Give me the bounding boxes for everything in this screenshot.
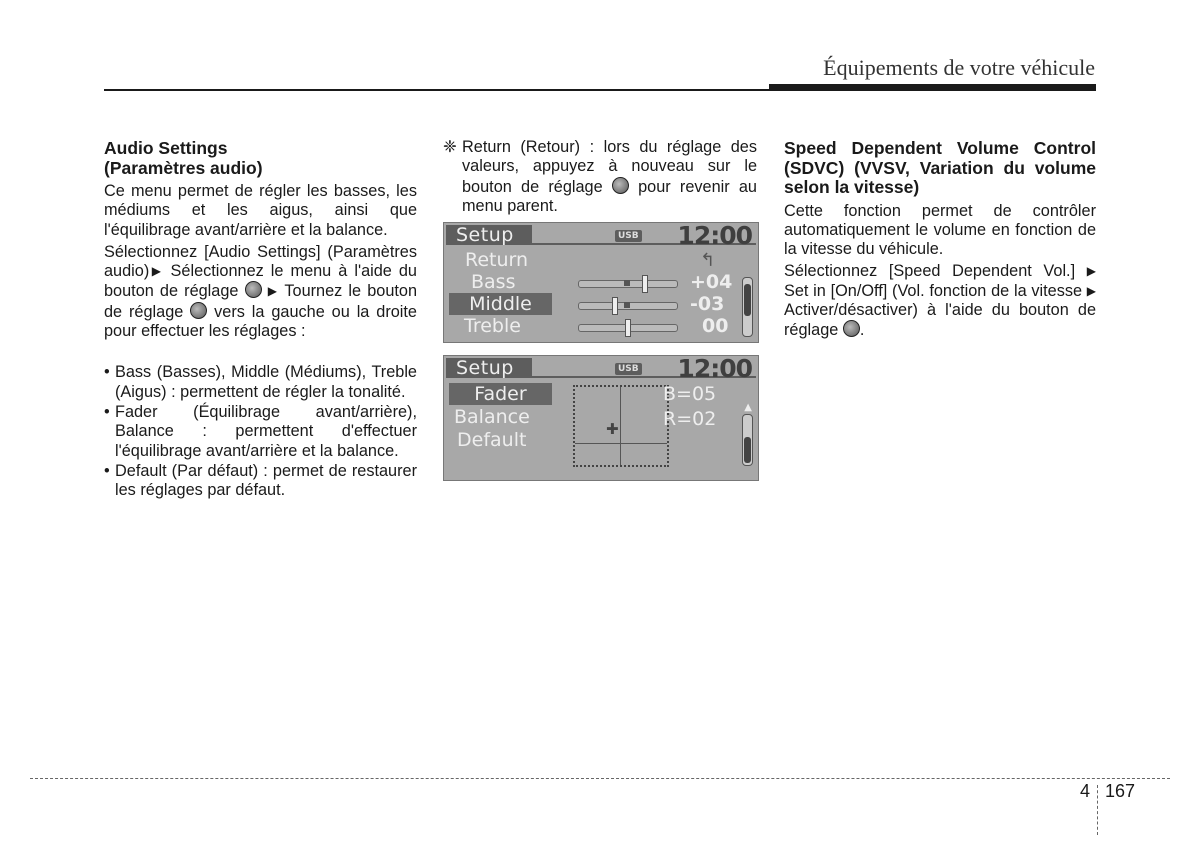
middle-value: -03 xyxy=(690,293,725,315)
header-rule-thick xyxy=(769,84,1096,91)
instr-part-c: Tournez le bouton de réglage xyxy=(104,282,418,321)
list-item: • Bass (Basses), Middle (Médiums), Treble (Aigus) : permettent de régler la tonalité. xyxy=(104,363,417,402)
audio-settings-heading xyxy=(104,139,417,178)
column-audio-settings xyxy=(104,139,417,501)
screen-clock: 12:00 xyxy=(677,221,752,250)
sdvc-part-b: Set in [On/Off] (Vol. fonction de la vitesse xyxy=(784,281,1087,300)
menu-item-return[interactable]: Return xyxy=(465,249,529,271)
sdvc-heading: Speed Dependent Volume Control (SDVC) (VVSV, Variation du volume selon la vitesse) xyxy=(784,138,1096,197)
slider-knob[interactable] xyxy=(642,275,648,293)
list-item: • Fader (Équilibrage avant/arrière), Balance : permettent d'effectuer l'équilibrage avant/arrière et la balance. xyxy=(104,403,417,461)
page-number-divider xyxy=(1097,785,1098,835)
screen-header xyxy=(444,221,758,250)
treble-slider[interactable] xyxy=(578,324,678,332)
triangle-icon: ▶ xyxy=(149,264,164,279)
column-sdvc xyxy=(784,139,1096,344)
bass-value: +04 xyxy=(690,271,733,293)
control-knob-icon xyxy=(612,177,629,194)
column-return-note xyxy=(443,138,757,216)
scrollbar[interactable] xyxy=(742,414,753,466)
note-mark-icon: ❈ xyxy=(443,138,457,156)
menu-item-middle[interactable]: Middle xyxy=(449,293,552,315)
scroll-up-icon[interactable]: ▲ xyxy=(744,402,752,413)
grid-vline xyxy=(620,387,621,465)
triangle-icon: ▶ xyxy=(1086,283,1096,298)
menu-item-bass[interactable]: Bass xyxy=(471,271,516,293)
instr-part-d: vers la gauche ou la droite pour effectuer les réglages : xyxy=(104,302,417,341)
page-number: 167 xyxy=(1105,781,1136,801)
middle-slider[interactable] xyxy=(578,302,678,310)
return-arrow-icon: ↰ xyxy=(700,250,716,271)
menu-item-default[interactable]: Default xyxy=(457,429,527,451)
treble-value: 00 xyxy=(702,315,729,337)
control-knob-icon xyxy=(245,281,262,298)
slider-center-mark xyxy=(624,280,630,286)
audio-settings-intro: Ce menu permet de régler les basses, les médiums et les aigus, ainsi que l'équilibrage avant/arrière et la balance. xyxy=(104,182,417,239)
audio-settings-list xyxy=(104,363,417,500)
slider-knob[interactable] xyxy=(612,297,618,315)
heading-line-2: (Paramètres audio) xyxy=(104,157,263,178)
note-part-b: pour revenir au menu parent. xyxy=(462,177,757,215)
menu-item-balance[interactable]: Balance xyxy=(454,406,530,428)
balance-position-marker: ✚ xyxy=(606,420,619,438)
grid-hline xyxy=(575,443,667,444)
header-rule-thin xyxy=(104,89,770,91)
list-item: • Default (Par défaut) : permet de restaurer les réglages par défaut. xyxy=(104,462,417,501)
audio-settings-instructions xyxy=(104,243,417,341)
footer-divider xyxy=(30,778,1170,779)
screen-clock: 12:00 xyxy=(677,354,752,383)
control-knob-icon xyxy=(843,320,860,337)
bass-slider[interactable] xyxy=(578,280,678,288)
scrollbar[interactable] xyxy=(742,277,753,337)
sdvc-intro: Cette fonction permet de contrôler automatiquement le volume en fonction de la vitesse du véhicule. xyxy=(784,201,1096,259)
fader-value: B=05 xyxy=(663,383,717,405)
triangle-icon: ▶ xyxy=(267,284,279,299)
page-header-title: Équipements de votre véhicule xyxy=(823,55,1095,80)
chapter-number: 4 xyxy=(1080,781,1091,801)
sdvc-part-d: . xyxy=(859,321,865,340)
usb-badge: USB xyxy=(615,363,642,375)
heading-line-1: Audio Settings xyxy=(104,138,228,158)
scrollbar-thumb[interactable] xyxy=(744,437,751,463)
balance-value: R=02 xyxy=(663,408,717,430)
slider-center-mark xyxy=(624,302,630,308)
audio-setup-screen-balance xyxy=(443,355,759,481)
menu-item-treble[interactable]: Treble xyxy=(464,315,521,337)
fader-balance-grid[interactable] xyxy=(573,385,669,467)
slider-knob[interactable] xyxy=(625,319,631,337)
return-note xyxy=(443,138,757,216)
screen-title: Setup xyxy=(456,224,514,246)
menu-item-fader[interactable]: Fader xyxy=(449,383,552,405)
usb-badge: USB xyxy=(615,230,642,242)
triangle-icon: ▶ xyxy=(1086,264,1096,279)
sdvc-part-a: Sélectionnez [Speed Dependent Vol.] xyxy=(784,262,1087,281)
sdvc-part-c: Activer/désactiver) à l'aide du bouton de réglage xyxy=(784,300,1096,340)
screen-title: Setup xyxy=(456,357,514,379)
screen-header xyxy=(444,354,758,383)
audio-setup-screen-tone xyxy=(443,222,759,343)
note-part-a: Return (Retour) : lors du réglage des valeurs, appuyez à nouveau sur le bouton de réglage xyxy=(462,138,757,196)
scrollbar-thumb[interactable] xyxy=(744,284,751,316)
instr-part-a: Sélectionnez [Audio Settings] (Paramètres audio) xyxy=(104,242,417,281)
instr-part-b: Sélectionnez le menu à l'aide du bouton de réglage xyxy=(104,262,417,301)
control-knob-icon xyxy=(190,302,207,319)
sdvc-instructions xyxy=(784,262,1096,340)
